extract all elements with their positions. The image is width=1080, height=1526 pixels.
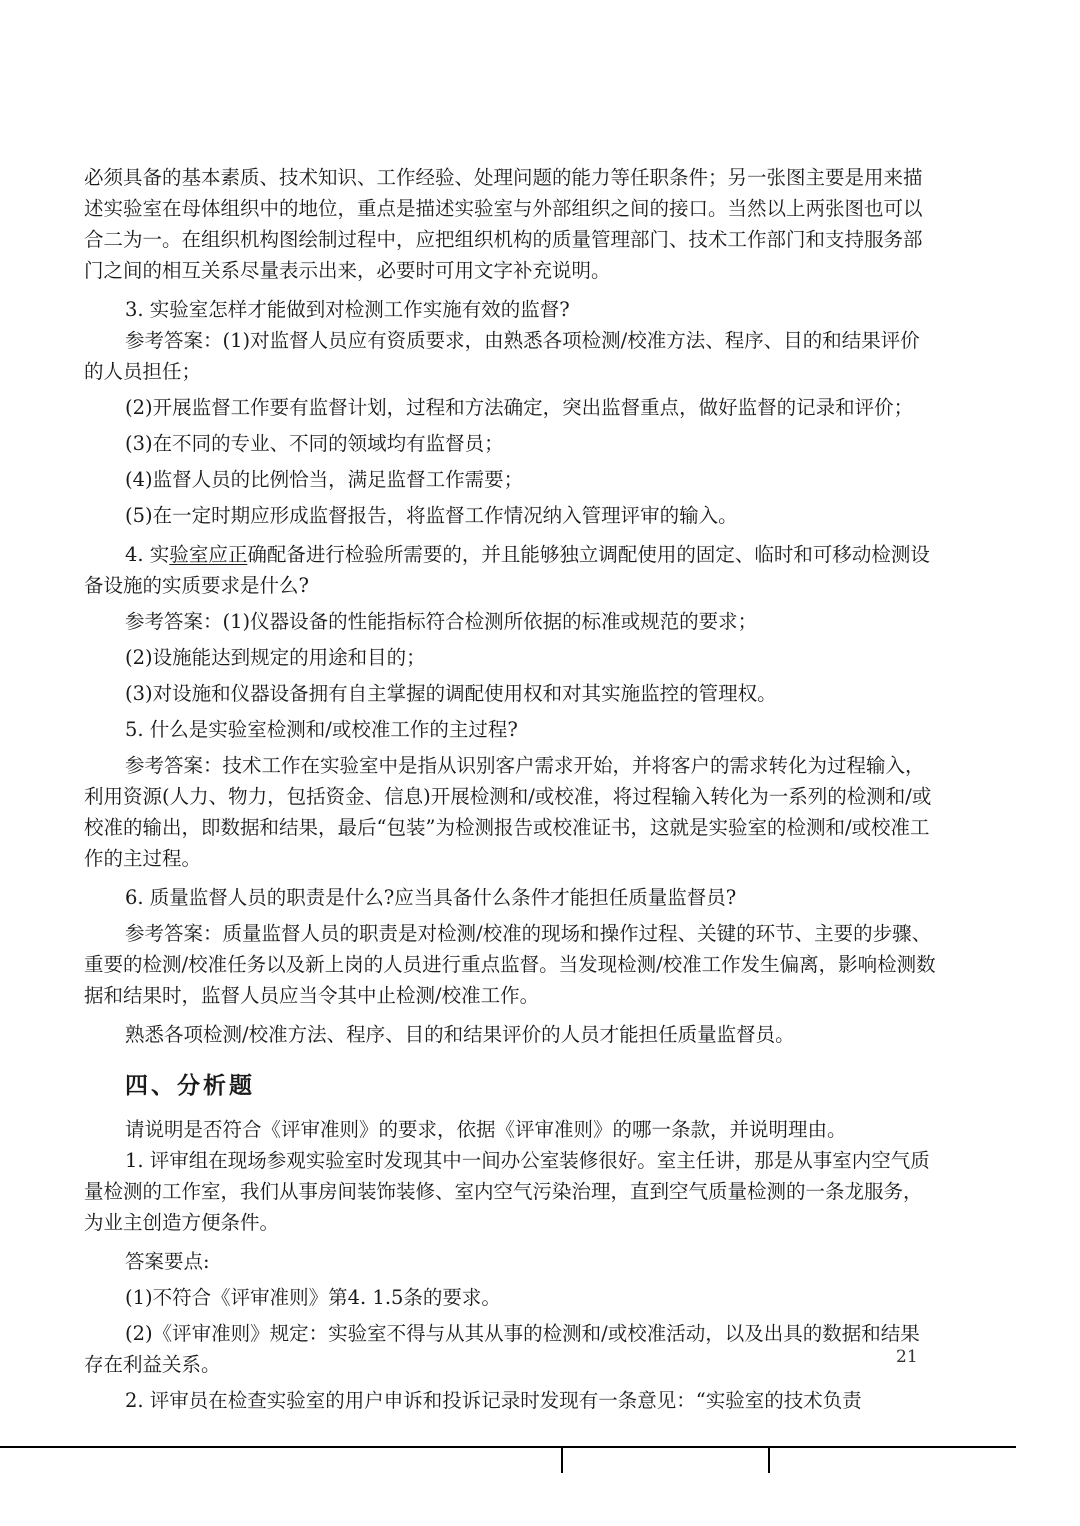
case-1-key-label: 答案要点: [125, 1250, 210, 1273]
answer-3-item-5: (5)在一定时期应形成监督报告，将监督工作情况纳入管理评审的输入。 [125, 504, 738, 527]
page-content [84, 162, 936, 1416]
answer-6: 参考答案：质量监督人员的职责是对检测/校准的现场和操作过程、关键的环节、主要的步骤、重要的检测/校准任务以及新上岗的人员进行重点监督。当发现检测/校准工作发生偏离，影响检测数据和结果时，监督人员应当令其中止检测/校准工作。 [84, 922, 936, 1007]
footer-tick-left [561, 1446, 563, 1473]
answer-4-item-3: (3)对设施和仪器设备拥有自主掌握的调配使用权和对其实施监控的管理权。 [125, 682, 777, 705]
case-2: 2. 评审员在检查实验室的用户申诉和投诉记录时发现有一条意见：“实验室的技术负责 [125, 1389, 862, 1412]
answer-4-item-1: 参考答案：(1)仪器设备的性能指标符合检测所依据的标准或规范的要求； [125, 610, 758, 633]
question-4-underlined: 验室应正 [169, 543, 248, 566]
case-1-key-2: (2)《评审准则》规定：实验室不得与从其从事的检测和/或校准活动，以及出具的数据和结果存在利益关系。 [84, 1322, 920, 1376]
answer-3-item-3: (3)在不同的专业、不同的领域均有监督员； [125, 432, 504, 455]
question-4 [84, 539, 936, 601]
answer-3-item-2: (2)开展监督工作要有监督计划，过程和方法确定，突出监督重点，做好监督的记录和评价； [125, 396, 914, 419]
question-6: 6. 质量监督人员的职责是什么?应当具备什么条件才能担任质量监督员? [125, 886, 737, 909]
paragraph-org-chart: 必须具备的基本素质、技术知识、工作经验、处理问题的能力等任职条件；另一张图主要是用来描述实验室在母体组织中的地位，重点是描述实验室与外部组织之间的接口。当然以上两张图也可以合二为一。在组织机构图绘制过程中，应把组织机构的质量管理部门、技术工作部门和支持服务部门之间的相互关系尽量表示出来，必要时可用文字补充说明。 [84, 166, 923, 282]
answer-5: 参考答案：技术工作在实验室中是指从识别客户需求开始，并将客户的需求转化为过程输入，利用资源(人力、物力，包括资金、信息)开展检测和/或校准，将过程输入转化为一系列的检测和/或校准的输出，即数据和结果，最后“包装”为检测报告或校准证书，这就是实验室的检测和/或校准工作的主过程。 [84, 754, 932, 870]
footer-tick-right [768, 1446, 770, 1473]
question-5: 5. 什么是实验室检测和/或校准工作的主过程? [125, 718, 518, 741]
answer-4-item-2: (2)设施能达到规定的用途和目的； [125, 646, 426, 669]
question-4-rest: 确配备进行检验所需要的，并且能够独立调配使用的固定、临时和可移动检测设备设施的实质要求是什么? [84, 543, 930, 597]
case-1: 1. 评审组在现场参观实验室时发现其中一间办公室装修很好。室主任讲，那是从事室内空气质量检测的工作室，我们从事房间装饰装修、室内空气污染治理，直到空气质量检测的一条龙服务，为业主创造方便条件。 [84, 1149, 930, 1234]
footer-rule [0, 1446, 1016, 1448]
answer-3-item-1: 参考答案：(1)对监督人员应有资质要求，由熟悉各项检测/校准方法、程序、目的和结果评价的人员担任； [84, 329, 920, 383]
answer-6-note: 熟悉各项检测/校准方法、程序、目的和结果评价的人员才能担任质量监督员。 [125, 1023, 795, 1046]
section-intro: 请说明是否符合《评审准则》的要求，依据《评审准则》的哪一条款，并说明理由。 [125, 1118, 847, 1141]
case-1-key-1: (1)不符合《评审准则》第4. 1.5条的要求。 [125, 1286, 501, 1309]
answer-3-item-4: (4)监督人员的比例恰当，满足监督工作需要； [125, 468, 524, 491]
question-4-prefix: 4. 实 [125, 543, 170, 566]
question-3: 3. 实验室怎样才能做到对检测工作实施有效的监督? [125, 298, 570, 321]
page-number: 21 [896, 1347, 918, 1367]
section-heading: 四、分析题 [125, 1073, 255, 1099]
